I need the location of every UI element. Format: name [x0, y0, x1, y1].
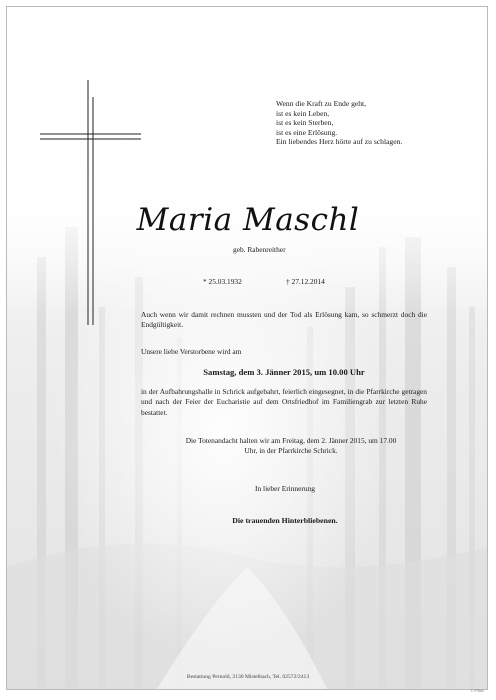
poem-line: ist es eine Erlösung.	[276, 127, 338, 137]
maiden-name: geb. Rabenreither	[233, 245, 286, 254]
poem-line: ist es kein Leben,	[276, 108, 330, 118]
remembrance-text: In lieber Erinnerung	[255, 484, 315, 493]
announcement-text: Unsere liebe Verstorbene wird am	[141, 347, 242, 356]
print-code: © P 9mo	[470, 689, 484, 693]
poem-line: Wenn die Kraft zu Ende geht,	[276, 99, 367, 108]
funeral-home-footer: Bestattung Pernold, 2130 Mistelbach, Tel. 02572/2413	[186, 674, 310, 680]
death-date: † 27.12.2014	[286, 277, 325, 286]
mourners-text: Die trauenden Hinterbliebenen.	[232, 516, 338, 525]
poem-line: Ein liebendes Herz hörte auf zu schlagen.	[276, 137, 403, 147]
poem-line: ist es kein Sterben,	[276, 118, 334, 128]
deceased-name: Maria Maschl	[136, 202, 360, 238]
funeral-date: Samstag, dem 3. Jänner 2015, um 10.00 Uhr	[203, 367, 365, 377]
poem	[276, 99, 402, 147]
birth-date: * 25.03.1932	[203, 277, 242, 286]
funeral-details: in der Aufbahrungshalle in Schrick aufgebahrt, feierlich eingesegnet, in die Pfarrkirche getragen und nach der Feier der Eucharistie auf dem Ortsfriedhof im Familiengrab zur letzten Ruhe bestattet.	[141, 387, 427, 417]
vigil-text: Die Totenandacht halten wir am Freitag, dem 2. Jänner 2015, um 17.00 Uhr, in der Pfarrkirche Schrick.	[185, 436, 397, 456]
intro-text: Auch wenn wir damit rechnen mussten und der Tod als Erlösung kam, so schmerzt doch die Endgültigkeit.	[141, 310, 427, 330]
